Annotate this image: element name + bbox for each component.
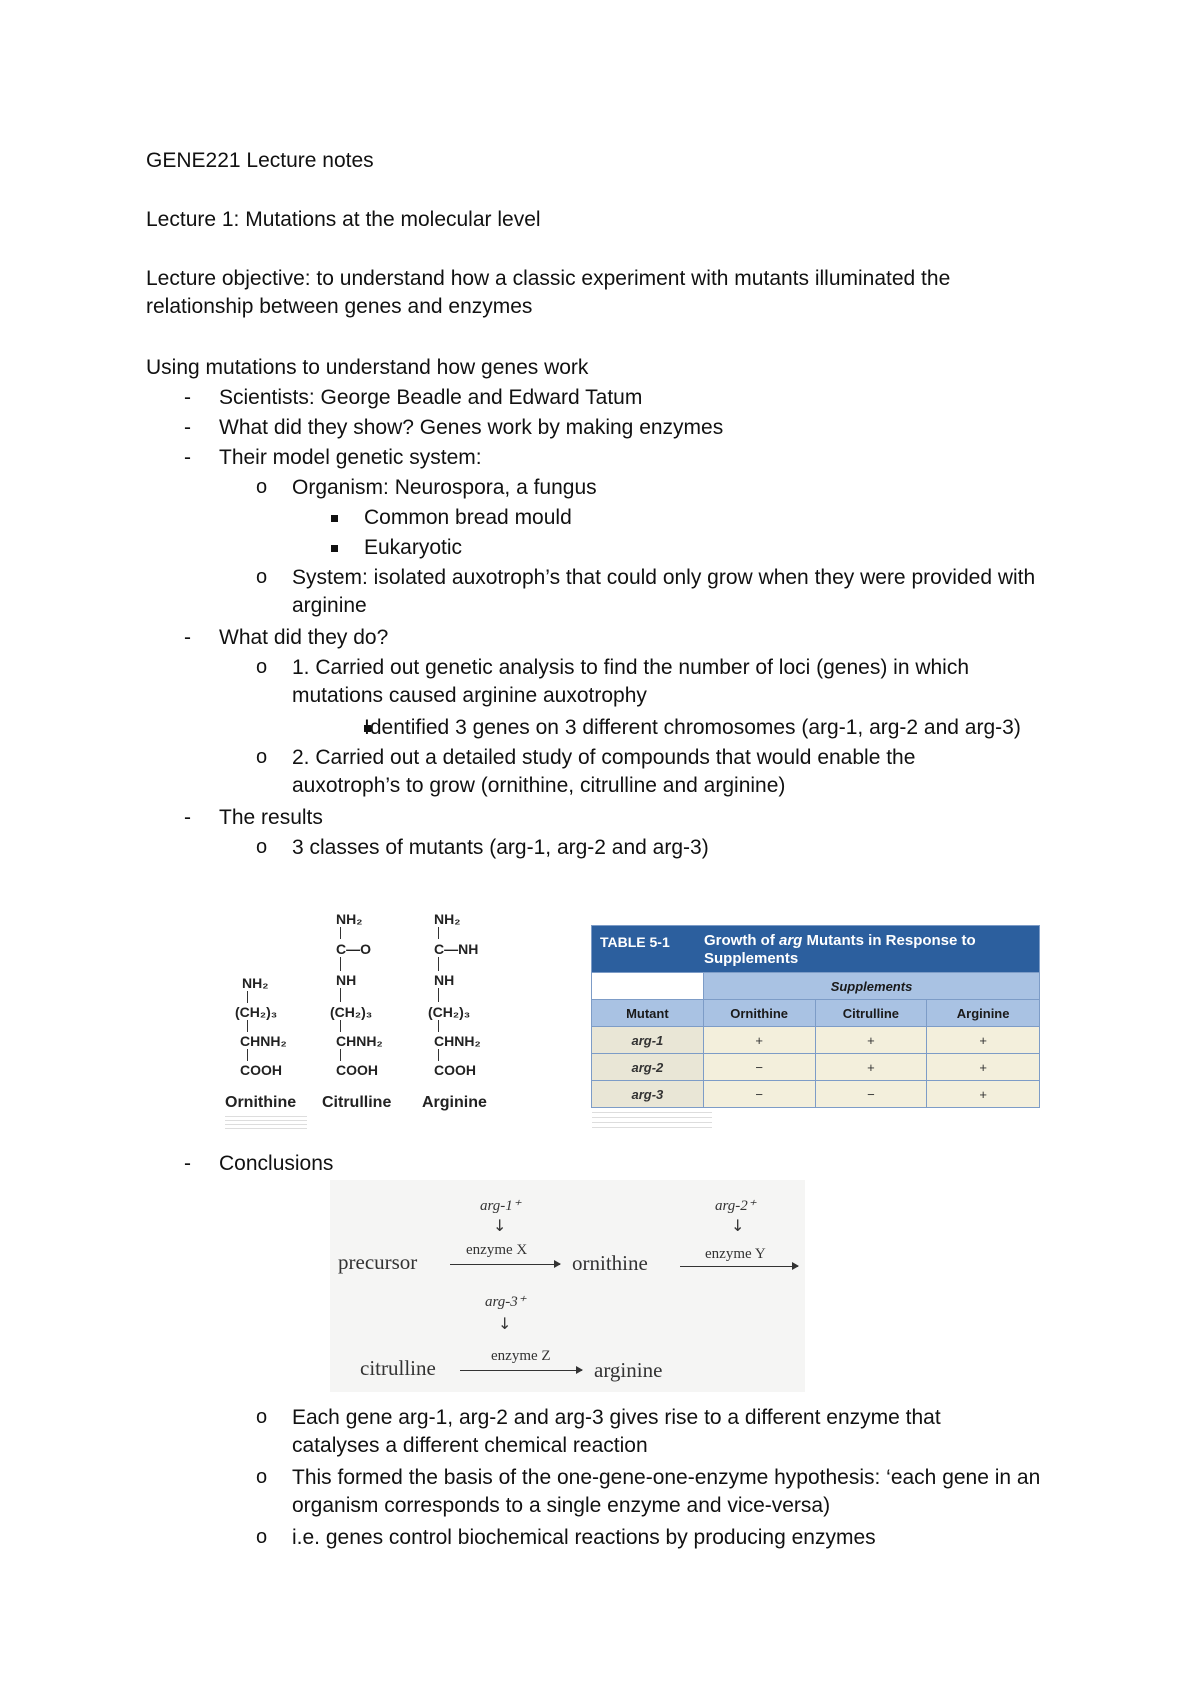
list-item-results: The results: [219, 806, 323, 829]
column-header: Citrulline: [815, 1000, 927, 1026]
bond-line: [438, 957, 439, 971]
table-title: [704, 932, 1034, 968]
dash-bullet: -: [184, 446, 191, 469]
pathway-diagram: [330, 1180, 805, 1392]
arginine-cnh: C—NH: [434, 941, 479, 957]
table-cell: +: [703, 1027, 815, 1053]
table-cell: arg-3: [592, 1081, 703, 1107]
bond-line: [438, 988, 439, 1002]
table-cell: +: [815, 1027, 927, 1053]
list-item-results-sub: 3 classes of mutants (arg-1, arg-2 and arg-3): [292, 836, 709, 859]
blank-cell: [592, 973, 703, 999]
down-arrow-icon: ↓: [731, 1216, 745, 1235]
circle-bullet: o: [256, 746, 268, 768]
chemical-structures: [230, 905, 510, 1105]
circle-bullet: o: [256, 656, 268, 678]
gene-arg3: arg-3⁺: [485, 1294, 526, 1310]
table-header: [592, 926, 1039, 972]
enzyme-x-label: enzyme X: [466, 1242, 528, 1258]
dash-bullet: -: [184, 806, 191, 829]
citrulline-nh: NH: [336, 972, 357, 988]
circle-bullet: o: [256, 1406, 268, 1428]
table-row: [592, 1080, 1039, 1107]
arginine-chnh2: CHNH₂: [434, 1033, 481, 1049]
citrulline-label: Citrulline: [322, 1094, 392, 1111]
pathway-ornithine: ornithine: [572, 1251, 648, 1275]
list-item-step1-sub: Identified 3 genes on 3 different chromosomes (arg-1, arg-2 and arg-3): [364, 716, 1021, 739]
dash-bullet: -: [184, 416, 191, 439]
bond-line: [438, 1049, 439, 1061]
figure-credit-smudge: [225, 1116, 307, 1130]
table-title-pre: Growth of: [704, 932, 779, 949]
down-arrow-icon: ↓: [498, 1314, 512, 1333]
list-item-model: Their model genetic system:: [219, 446, 482, 469]
list-item-what-show: What did they show? Genes work by making enzymes: [219, 416, 724, 439]
reaction-arrow: [460, 1370, 582, 1371]
table-cell: +: [926, 1027, 1039, 1053]
column-header: Mutant: [592, 1000, 703, 1026]
table-cell: +: [926, 1081, 1039, 1107]
table-cell: +: [926, 1054, 1039, 1080]
table-credit-smudge: [592, 1112, 712, 1128]
table-title-italic: arg: [779, 932, 803, 949]
conclusion-item-2: This formed the basis of the one-gene-one-enzyme hypothesis: ‘each gene in an organism corresponds to a single enzyme and vice-versa): [292, 1466, 1041, 1517]
circle-bullet: o: [256, 836, 268, 858]
arginine-cooh: COOH: [434, 1062, 476, 1078]
list-item-bread-mould: Common bread mould: [364, 506, 572, 529]
arginine-ch2: (CH₂)₃: [428, 1004, 471, 1020]
growth-table: [591, 925, 1040, 1108]
ornithine-nh2: NH₂: [242, 975, 269, 991]
table-cell: arg-2: [592, 1054, 703, 1080]
table-number: TABLE 5-1: [600, 934, 670, 950]
bond-line: [340, 1020, 341, 1032]
table-row: [592, 1053, 1039, 1080]
lecture-objective: Lecture objective: to understand how a classic experiment with mutants illuminated the relationship between genes and enzymes: [146, 267, 951, 318]
bond-line: [340, 988, 341, 1002]
table-cell: −: [703, 1081, 815, 1107]
list-item-what-do: What did they do?: [219, 626, 389, 649]
bond-line: [340, 1049, 341, 1061]
citrulline-ch2: (CH₂)₃: [330, 1004, 373, 1020]
circle-bullet: o: [256, 1466, 268, 1488]
square-bullet-icon: [331, 515, 338, 522]
table-cell: +: [815, 1054, 927, 1080]
table-cell: −: [703, 1054, 815, 1080]
pathway-arginine: arginine: [594, 1358, 663, 1382]
citrulline-nh2: NH₂: [336, 911, 363, 927]
citrulline-chnh2: CHNH₂: [336, 1033, 383, 1049]
list-item-organism: Organism: Neurospora, a fungus: [292, 476, 597, 499]
table-row: [592, 1026, 1039, 1053]
column-header: Arginine: [926, 1000, 1039, 1026]
list-item-system: System: isolated auxotroph’s that could only grow when they were provided with arginine: [292, 566, 1036, 617]
table-title-post: Mutants in Response to Supplements: [704, 932, 976, 967]
ornithine-ch2: (CH₂)₃: [235, 1004, 278, 1020]
bond-line: [438, 927, 439, 939]
bond-line: [247, 1049, 248, 1061]
circle-bullet: o: [256, 476, 268, 498]
conclusion-item-3: i.e. genes control biochemical reactions by producing enzymes: [292, 1526, 876, 1549]
bond-line: [340, 927, 341, 939]
list-item-conclusions: Conclusions: [219, 1152, 334, 1175]
bond-line: [340, 957, 341, 971]
circle-bullet: o: [256, 1526, 268, 1548]
supplements-row: [592, 972, 1039, 999]
citrulline-co: C—O: [336, 941, 371, 957]
arginine-label: Arginine: [422, 1094, 487, 1111]
conclusion-item-1: Each gene arg-1, arg-2 and arg-3 gives rise to a different enzyme that catalyses a different chemical reaction: [292, 1406, 941, 1457]
bond-line: [247, 991, 248, 1003]
lecture-title: Lecture 1: Mutations at the molecular level: [146, 208, 541, 231]
column-header: Ornithine: [703, 1000, 815, 1026]
list-item-scientists: Scientists: George Beadle and Edward Tatum: [219, 386, 643, 409]
supplements-header: Supplements: [703, 973, 1039, 999]
bond-line: [438, 1020, 439, 1032]
pathway-precursor: precursor: [338, 1250, 418, 1274]
dash-bullet: -: [184, 1152, 191, 1175]
table-cell: arg-1: [592, 1027, 703, 1053]
enzyme-y-label: enzyme Y: [705, 1246, 766, 1262]
square-bullet-icon: [331, 545, 338, 552]
down-arrow-icon: ↓: [493, 1216, 507, 1235]
reaction-arrow: [680, 1266, 798, 1267]
bond-line: [247, 1020, 248, 1032]
table-cell: −: [815, 1081, 927, 1107]
gene-arg2: arg-2⁺: [715, 1198, 756, 1214]
arginine-nh: NH: [434, 972, 455, 988]
list-item-eukaryotic: Eukaryotic: [364, 536, 463, 559]
course-title: GENE221 Lecture notes: [146, 149, 374, 172]
ornithine-cooh: COOH: [240, 1062, 282, 1078]
arginine-nh2: NH₂: [434, 911, 461, 927]
dash-bullet: -: [184, 626, 191, 649]
citrulline-cooh: COOH: [336, 1062, 378, 1078]
section-heading: Using mutations to understand how genes work: [146, 356, 589, 379]
list-item-step1: 1. Carried out genetic analysis to find the number of loci (genes) in which mutations caused arginine auxotrophy: [292, 656, 970, 707]
dash-bullet: -: [184, 386, 191, 409]
list-item-step2: 2. Carried out a detailed study of compounds that would enable the auxotroph’s to grow (ornithine, citrulline and arginine): [292, 746, 916, 797]
ornithine-chnh2: CHNH₂: [240, 1033, 287, 1049]
pathway-citrulline: citrulline: [360, 1356, 436, 1380]
ornithine-label: Ornithine: [225, 1094, 297, 1111]
column-header-row: [592, 999, 1039, 1026]
gene-arg1: arg-1⁺: [480, 1198, 521, 1214]
enzyme-z-label: enzyme Z: [491, 1348, 551, 1364]
circle-bullet: o: [256, 566, 268, 588]
reaction-arrow: [450, 1264, 560, 1265]
